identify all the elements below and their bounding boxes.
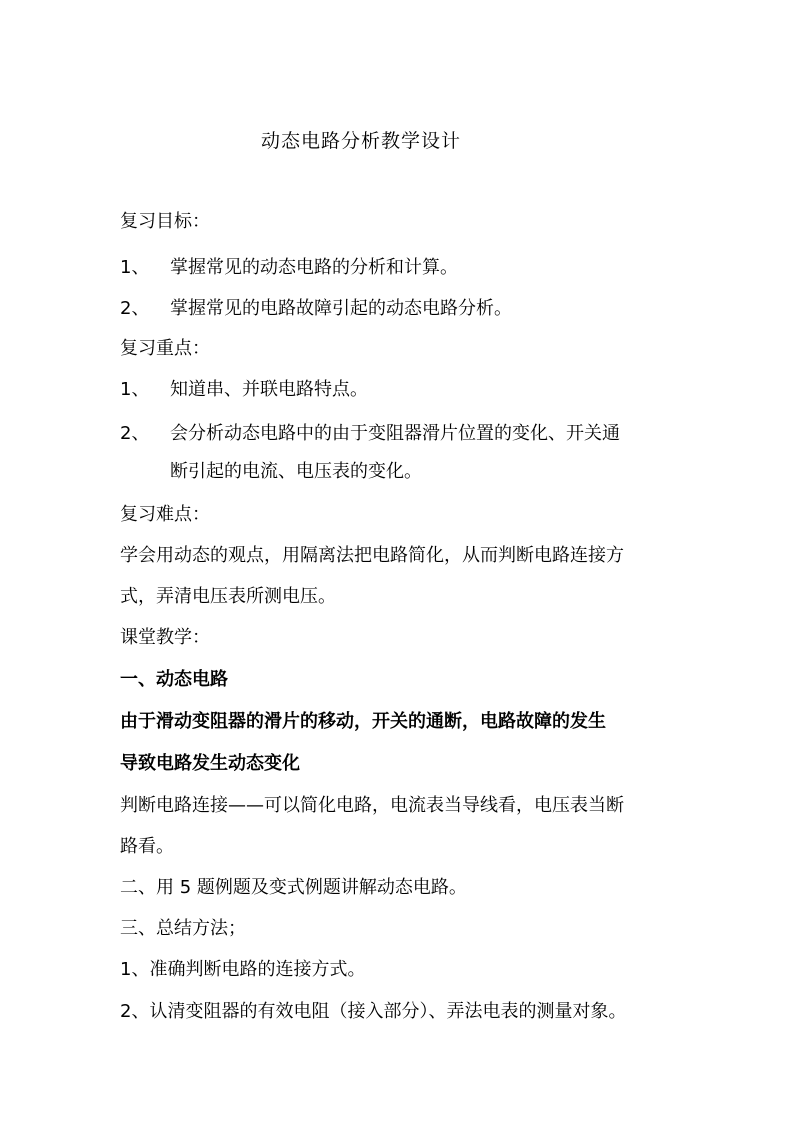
key-point-2-text: 会分析动态电路中的由于变阻器滑片位置的变化、开关通 bbox=[170, 423, 620, 444]
key-point-1-text: 知道串、并联电路特点。 bbox=[170, 379, 368, 400]
document-title: 动态电路分析教学设计 bbox=[260, 130, 461, 152]
section1-bold-line-1: 由于滑动变阻器的滑片的移动，开关的通断，电路故障的发生 bbox=[120, 711, 606, 732]
key-point-2-number: 2、 bbox=[120, 423, 150, 444]
section1-bold-line-2: 导致电路发生动态变化 bbox=[120, 753, 300, 774]
review-goal-2-text: 掌握常见的电路故障引起的动态电路分析。 bbox=[170, 298, 512, 319]
review-goal-1-text: 掌握常见的动态电路的分析和计算。 bbox=[170, 257, 458, 278]
classroom-heading: 课堂教学： bbox=[120, 627, 210, 648]
section1-heading: 一、动态电路 bbox=[120, 669, 228, 690]
difficulty-line-2: 式，弄清电压表所测电压。 bbox=[120, 586, 336, 607]
key-point-2-continuation: 断引起的电流、电压表的变化。 bbox=[170, 461, 422, 482]
review-key-points-heading: 复习重点： bbox=[120, 338, 210, 359]
review-goal-1-number: 1、 bbox=[120, 257, 150, 278]
review-goal-2-number: 2、 bbox=[120, 298, 150, 319]
section3-item-2: 2、认清变阻器的有效电阻（接入部分）、弄法电表的测量对象。 bbox=[120, 1001, 627, 1022]
section1-line-1: 判断电路连接——可以简化电路，电流表当导线看，电压表当断 bbox=[120, 795, 624, 816]
key-point-1-number: 1、 bbox=[120, 379, 150, 400]
section1-line-2: 路看。 bbox=[120, 836, 174, 857]
difficulty-line-1: 学会用动态的观点，用隔离法把电路简化，从而判断电路连接方 bbox=[120, 545, 624, 566]
section3-item-1: 1、准确判断电路的连接方式。 bbox=[120, 959, 366, 980]
review-difficulties-heading: 复习难点： bbox=[120, 504, 210, 525]
section2-heading: 二、用 5 题例题及变式例题讲解动态电路。 bbox=[120, 877, 467, 898]
review-goals-heading: 复习目标： bbox=[120, 211, 210, 232]
section3-heading: 三、总结方法； bbox=[120, 918, 246, 939]
